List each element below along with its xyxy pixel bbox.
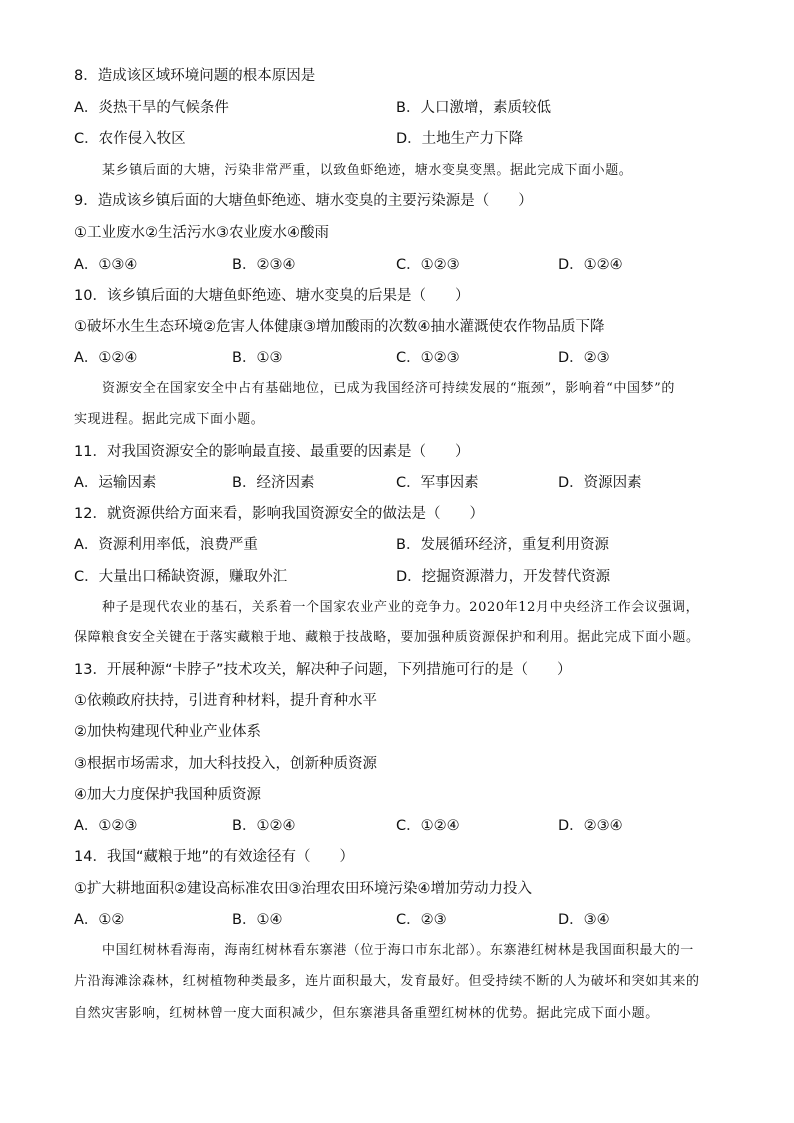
passage-2-line-1: 资源安全在国家安全中占有基础地位，已成为我国经济可持续发展的“瓶颈”，影响着“中国梦”的 xyxy=(102,381,675,396)
question-13-option-a: A．①②③ xyxy=(74,818,138,834)
question-13-item-2: ②加快构建现代种业产业体系 xyxy=(74,724,261,740)
question-14-option-a: A．①② xyxy=(74,912,125,928)
question-14-option-b: B．①④ xyxy=(232,912,283,928)
passage-3-line-2: 保障粮食安全关键在于落实藏粮于地、藏粮于技战略，要加强种质资源保护和利用。据此完成下面小题。 xyxy=(74,630,700,645)
question-12-option-b: B．发展循环经济，重复利用资源 xyxy=(396,537,609,553)
question-10-items: ①破坏水生生态环境②危害人体健康③增加酸雨的次数④抽水灌溉使农作物品质下降 xyxy=(74,319,605,335)
question-13-stem: 13．开展种源“卡脖子”技术攻关，解决种子问题，下列措施可行的是（ ） xyxy=(74,662,572,678)
question-10-option-d: D．②③ xyxy=(558,350,610,366)
question-13-option-d: D．②③④ xyxy=(558,818,623,834)
question-10-option-c: C．①②③ xyxy=(396,350,460,366)
question-13-option-b: B．①②④ xyxy=(232,818,296,834)
question-8-option-b: B．人口激增，素质较低 xyxy=(396,100,551,116)
question-10-stem: 10．该乡镇后面的大塘鱼虾绝迹、塘水变臭的后果是（ ） xyxy=(74,288,470,304)
question-8-option-a: A．炎热干旱的气候条件 xyxy=(74,100,229,116)
question-14-option-d: D．③④ xyxy=(558,912,610,928)
passage-3-line-1: 种子是现代农业的基石，关系着一个国家农业产业的竞争力。2020年12月中央经济工作会议强调， xyxy=(102,600,700,615)
question-9-stem: 9．造成该乡镇后面的大塘鱼虾绝迹、塘水变臭的主要污染源是（ ） xyxy=(74,193,533,209)
question-12-stem: 12．就资源供给方面来看，影响我国资源安全的做法是（ ） xyxy=(74,506,484,522)
question-11-option-c: C．军事因素 xyxy=(396,475,479,491)
question-13-item-1: ①依赖政府扶持，引进育种材料，提升育种水平 xyxy=(74,693,377,709)
passage-4-line-2: 片沿海滩涂森林，红树植物种类最多，连片面积最大，发育最好。但受持续不断的人为破坏和突如其来的 xyxy=(74,974,700,989)
passage-4-line-3: 自然灾害影响，红树林曾一度大面积减少，但东寨港具备重塑红树林的优势。据此完成下面小题。 xyxy=(74,1006,659,1021)
question-8-option-d: D．土地生产力下降 xyxy=(396,131,524,147)
question-9-option-a: A．①③④ xyxy=(74,257,138,273)
question-10-option-b: B．①③ xyxy=(232,350,283,366)
question-13-item-3: ③根据市场需求，加大科技投入，创新种质资源 xyxy=(74,756,377,772)
question-12-option-c: C．大量出口稀缺资源，赚取外汇 xyxy=(74,569,288,585)
question-9-option-c: C．①②③ xyxy=(396,257,460,273)
passage-4-line-1: 中国红树林看海南，海南红树林看东寨港（位于海口市东北部）。东寨港红树林是我国面积最大的一 xyxy=(102,943,694,958)
question-8-stem: 8．造成该区域环境问题的根本原因是 xyxy=(74,68,316,84)
question-13-option-c: C．①②④ xyxy=(396,818,460,834)
question-11-option-b: B．经济因素 xyxy=(232,475,315,491)
question-9-items: ①工业废水②生活污水③农业废水④酸雨 xyxy=(74,225,329,241)
question-12-option-a: A．资源利用率低，浪费严重 xyxy=(74,537,258,553)
question-10-option-a: A．①②④ xyxy=(74,350,138,366)
passage-2-line-2: 实现进程。据此完成下面小题。 xyxy=(74,412,265,427)
question-8-option-c: C．农作侵入牧区 xyxy=(74,131,186,147)
question-14-option-c: C．②③ xyxy=(396,912,447,928)
question-11-stem: 11．对我国资源安全的影响最直接、最重要的因素是（ ） xyxy=(74,444,470,460)
question-12-option-d: D．挖掘资源潜力，开发替代资源 xyxy=(396,569,611,585)
question-9-option-b: B．②③④ xyxy=(232,257,296,273)
question-11-option-d: D．资源因素 xyxy=(558,475,642,491)
question-14-stem: 14．我国“藏粮于地”的有效途径有（ ） xyxy=(74,849,354,865)
question-13-item-4: ④加大力度保护我国种质资源 xyxy=(74,787,261,803)
question-9-option-d: D．①②④ xyxy=(558,257,623,273)
question-14-items: ①扩大耕地面积②建设高标准农田③治理农田环境污染④增加劳动力投入 xyxy=(74,881,532,897)
passage-1: 某乡镇后面的大塘，污染非常严重，以致鱼虾绝迹，塘水变臭变黑。据此完成下面小题。 xyxy=(102,163,633,178)
question-11-option-a: A．运输因素 xyxy=(74,475,157,491)
